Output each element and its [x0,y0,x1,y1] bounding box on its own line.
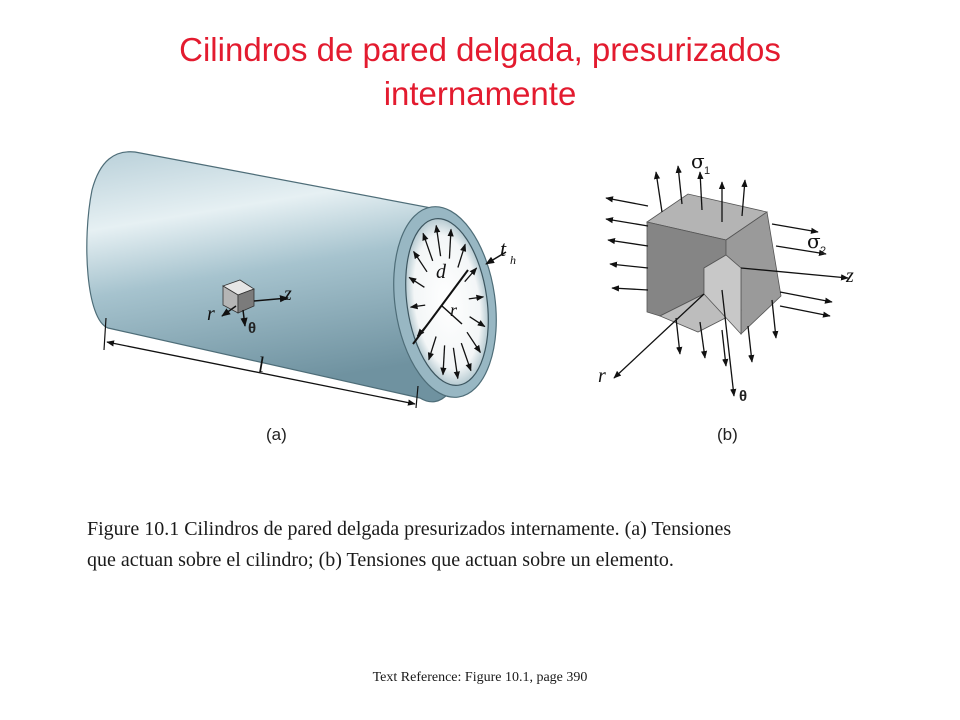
axis-r-label: r [207,303,215,325]
element-axis-theta-label: θ [739,388,748,405]
sigma1-arrow [678,166,682,204]
sigma2-arrow [606,219,648,226]
axis-z-label: z [284,283,292,305]
caption-line-2: que actuan sobre el cilindro; (b) Tensiones que actuan sobre un elemento. [87,549,674,571]
sigma2-arrow [612,288,648,290]
thickness-subscript: h [510,253,516,267]
thickness-label: t [500,236,507,261]
sigma2-label: σ [807,229,821,253]
axis-theta-label: θ [248,320,257,337]
sigma2-arrow [608,240,648,246]
sigma2-arrow [780,292,832,302]
panel-a-label: (a) [266,425,287,444]
title-line-2: internamente [383,75,577,112]
stress-cube [647,194,781,334]
title-line-1: Cilindros de pared delgada, presurizados [179,31,781,68]
diameter-label: d [436,261,446,283]
element-axis-z-label: z [846,265,854,287]
cylinder-diagram [87,152,516,444]
sigma1-subscript: 1 [704,165,711,177]
sigma1-label: σ [691,149,705,173]
sigma2-arrow [780,306,830,316]
sigma2-arrow [606,198,648,206]
sigma1-arrow [656,172,662,212]
figure-caption [87,514,887,576]
sigma2-arrow [610,264,648,268]
radius-label: r [450,300,458,320]
panel-b-label: (b) [717,425,738,444]
sigma2-subscript: 2 [820,245,827,257]
element-diagram [598,149,854,444]
sigma1-arrow [722,330,726,366]
text-reference: Text Reference: Figure 10.1, page 390 [372,670,588,685]
sigma1-arrow [772,300,776,338]
length-label: l [258,352,265,377]
sigma1-arrow [748,326,752,362]
caption-line-1: Figure 10.1 Cilindros de pared delgada presurizados internamente. (a) Tensiones [87,518,732,540]
element-axis-r-label: r [598,365,606,387]
